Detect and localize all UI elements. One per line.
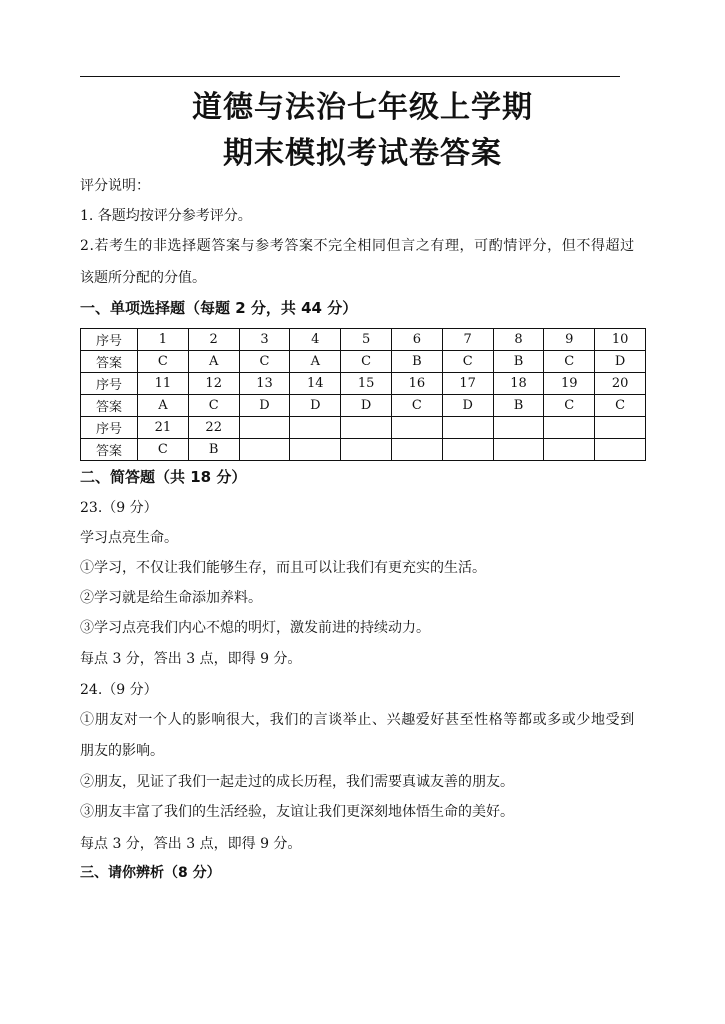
answer-cell: C — [188, 395, 239, 417]
top-rule — [80, 76, 620, 77]
scoring-note-item-1: 1. 各题均按评分参考评分。 — [80, 208, 252, 224]
answer-table-number-row — [81, 417, 646, 439]
number-cell: 18 — [493, 373, 544, 395]
answer-cell: C — [138, 439, 189, 461]
number-cell: 5 — [341, 329, 392, 351]
answer-cell — [493, 439, 544, 461]
page-subtitle: 期末模拟考试卷答案 — [223, 136, 502, 171]
answer-cell — [391, 439, 442, 461]
answer-cell: C — [138, 351, 189, 373]
answer-cell: D — [341, 395, 392, 417]
answer-cell: D — [442, 395, 493, 417]
scoring-note-item-2-line-2: 该题所分配的分值。 — [80, 270, 206, 286]
q23-lead: 学习点亮生命。 — [80, 530, 178, 546]
answer-cell: D — [290, 395, 341, 417]
answer-cell — [239, 439, 290, 461]
row-label-number: 序号 — [81, 417, 138, 439]
answer-table-answer-row — [81, 395, 646, 417]
row-label-answer: 答案 — [81, 439, 138, 461]
answer-cell: B — [188, 439, 239, 461]
answer-cell — [595, 439, 646, 461]
number-cell — [595, 417, 646, 439]
number-cell: 9 — [544, 329, 595, 351]
answer-cell: B — [493, 395, 544, 417]
answer-cell — [544, 439, 595, 461]
number-cell: 1 — [138, 329, 189, 351]
number-cell: 7 — [442, 329, 493, 351]
q23-point-3: ③学习点亮我们内心不熄的明灯，激发前进的持续动力。 — [80, 620, 430, 636]
answer-table-number-row — [81, 373, 646, 395]
answer-table-number-row — [81, 329, 646, 351]
row-label-number: 序号 — [81, 373, 138, 395]
answer-cell: B — [493, 351, 544, 373]
q24-point-3: ③朋友丰富了我们的生活经验，友谊让我们更深刻地体悟生命的美好。 — [80, 804, 514, 820]
q23-scoring: 每点 3 分，答出 3 点，即得 9 分。 — [80, 651, 302, 667]
answer-cell — [341, 439, 392, 461]
answer-cell: D — [239, 395, 290, 417]
section-1-heading: 一、单项选择题（每题 2 分，共 44 分） — [80, 299, 358, 317]
q24-title: 24.（9 分） — [80, 682, 158, 698]
number-cell — [391, 417, 442, 439]
number-cell — [290, 417, 341, 439]
q23-point-1: ①学习，不仅让我们能够生存，而且可以让我们有更充实的生活。 — [80, 560, 486, 576]
row-label-answer: 答案 — [81, 351, 138, 373]
number-cell: 6 — [391, 329, 442, 351]
row-label-number: 序号 — [81, 329, 138, 351]
answer-cell: C — [595, 395, 646, 417]
answer-table-answer-row — [81, 439, 646, 461]
answer-cell — [290, 439, 341, 461]
number-cell: 8 — [493, 329, 544, 351]
answer-cell: C — [341, 351, 392, 373]
number-cell: 15 — [341, 373, 392, 395]
number-cell: 17 — [442, 373, 493, 395]
section-2-heading: 二、简答题（共 18 分） — [80, 468, 247, 486]
answer-cell: A — [138, 395, 189, 417]
number-cell: 2 — [188, 329, 239, 351]
answer-table — [80, 328, 646, 461]
q24-scoring: 每点 3 分，答出 3 点，即得 9 分。 — [80, 836, 302, 852]
q24-point-1-line-2: 朋友的影响。 — [80, 743, 164, 759]
number-cell: 22 — [188, 417, 239, 439]
number-cell: 16 — [391, 373, 442, 395]
answer-cell: A — [188, 351, 239, 373]
answer-cell: C — [544, 351, 595, 373]
number-cell: 11 — [138, 373, 189, 395]
number-cell — [239, 417, 290, 439]
number-cell: 14 — [290, 373, 341, 395]
number-cell: 10 — [595, 329, 646, 351]
section-3-heading: 三、请你辨析（8 分） — [80, 865, 221, 881]
q24-point-1-line-1: ①朋友对一个人的影响很大，我们的言谈举止、兴趣爱好甚至性格等都或多或少地受到 — [80, 712, 635, 728]
q24-point-2: ②朋友，见证了我们一起走过的成长历程，我们需要真诚友善的朋友。 — [80, 774, 514, 790]
answer-cell: B — [391, 351, 442, 373]
answer-cell: C — [391, 395, 442, 417]
number-cell — [493, 417, 544, 439]
number-cell: 20 — [595, 373, 646, 395]
number-cell: 4 — [290, 329, 341, 351]
answer-cell — [442, 439, 493, 461]
number-cell: 3 — [239, 329, 290, 351]
answer-cell: C — [239, 351, 290, 373]
number-cell — [544, 417, 595, 439]
number-cell: 19 — [544, 373, 595, 395]
number-cell — [442, 417, 493, 439]
answer-cell: C — [544, 395, 595, 417]
page-title: 道德与法治七年级上学期 — [192, 90, 533, 125]
scoring-note-heading: 评分说明： — [80, 178, 150, 194]
answer-cell: D — [595, 351, 646, 373]
answer-cell: C — [442, 351, 493, 373]
number-cell: 12 — [188, 373, 239, 395]
answer-table-answer-row — [81, 351, 646, 373]
scoring-note-item-2-line-1: 2.若考生的非选择题答案与参考答案不完全相同但言之有理，可酌情评分，但不得超过 — [80, 238, 635, 254]
q23-title: 23.（9 分） — [80, 500, 158, 516]
answer-cell: A — [290, 351, 341, 373]
q23-point-2: ②学习就是给生命添加养料。 — [80, 590, 262, 606]
number-cell — [341, 417, 392, 439]
number-cell: 13 — [239, 373, 290, 395]
number-cell: 21 — [138, 417, 189, 439]
row-label-answer: 答案 — [81, 395, 138, 417]
